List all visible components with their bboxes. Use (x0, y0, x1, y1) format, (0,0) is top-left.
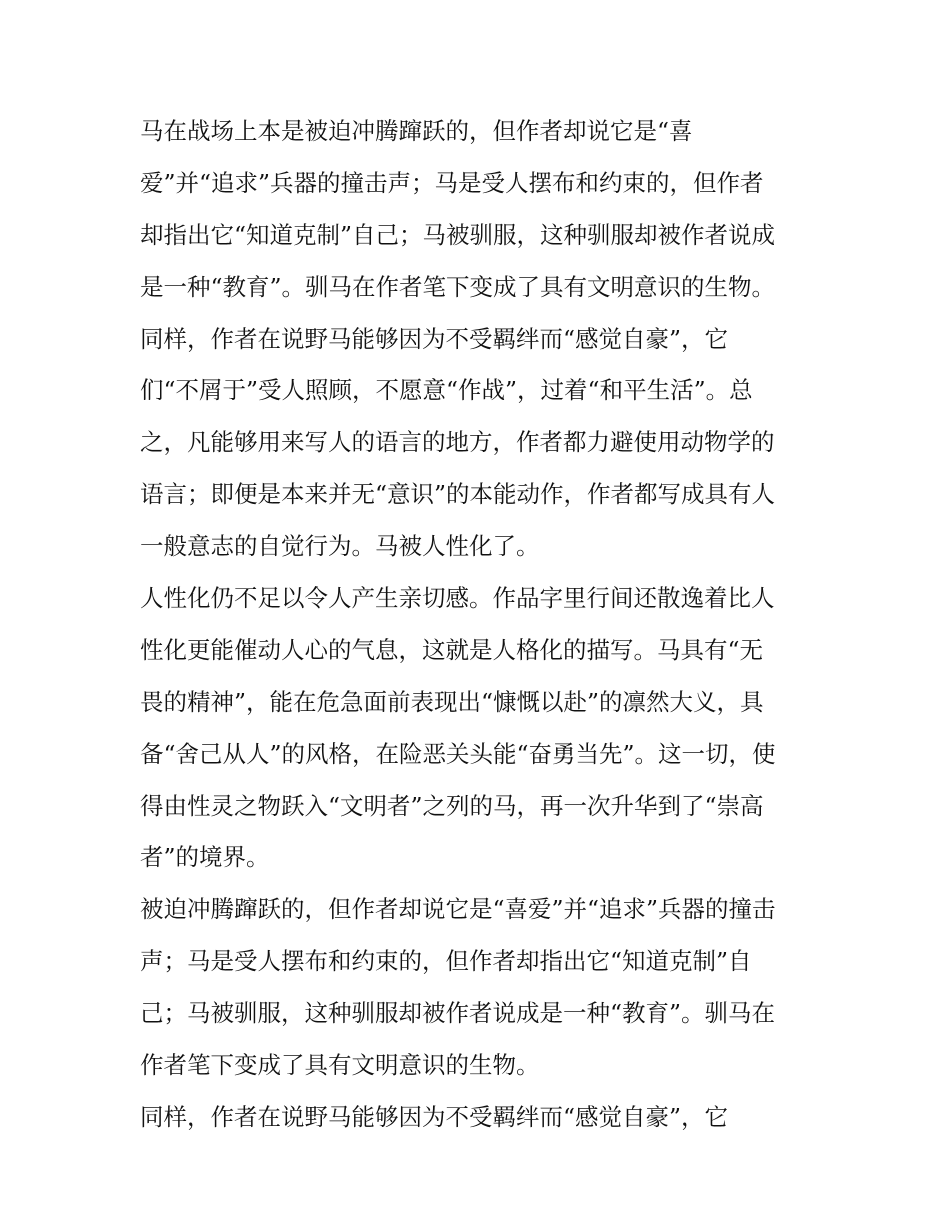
text-line: 却指出它“知道克制”自己；马被驯服，这种驯服却被作者说成 (140, 220, 776, 249)
text-line: 是一种“教育”。驯马在作者笔下变成了具有文明意识的生物。 (140, 272, 776, 301)
text-line: 备“舍己从人”的风格，在险恶关头能“奋勇当先”。这一切，使 (140, 739, 776, 768)
text-line: 们“不屑于”受人照顾，不愿意“作战”，过着“和平生活”。总 (140, 376, 753, 405)
text-line: 声；马是受人摆布和约束的，但作者却指出它“知道克制”自 (140, 947, 752, 976)
text-line: 性化更能催动人心的气息，这就是人格化的描写。马具有“无 (140, 635, 764, 664)
text-line: 得由性灵之物跃入“文明者”之列的马，再一次升华到了“崇高 (140, 791, 764, 820)
text-line: 畏的精神”，能在危急面前表现出“慷慨以赴”的凛然大义，具 (140, 687, 764, 716)
text-line: 之，凡能够用来写人的语言的地方，作者都力避使用动物学的 (140, 428, 775, 457)
text-line: 己；马被驯服，这种驯服却被作者说成是一种“教育”。驯马在 (140, 999, 776, 1028)
text-line: 人性化仍不足以令人产生亲切感。作品字里行间还散逸着比人 (140, 584, 775, 613)
text-line: 语言；即便是本来并无“意识”的本能动作，作者都写成具有人 (140, 480, 776, 509)
text-line: 同样，作者在说野马能够因为不受羁绊而“感觉自豪”，它 (140, 324, 729, 353)
text-line: 者”的境界。 (140, 843, 270, 872)
text-line: 一般意志的自觉行为。马被人性化了。 (140, 532, 540, 561)
text-line: 作者笔下变成了具有文明意识的生物。 (140, 1051, 540, 1080)
text-line: 爱”并“追求”兵器的撞击声；马是受人摆布和约束的，但作者 (140, 168, 764, 197)
text-line: 同样，作者在说野马能够因为不受羁绊而“感觉自豪”，它 (140, 1102, 729, 1131)
body-text (140, 106, 820, 1144)
text-line: 马在战场上本是被迫冲腾蹿跃的，但作者却说它是“喜 (140, 117, 693, 145)
text-line: 被迫冲腾蹿跃的，但作者却说它是“喜爱”并“追求”兵器的撞击 (140, 895, 776, 924)
